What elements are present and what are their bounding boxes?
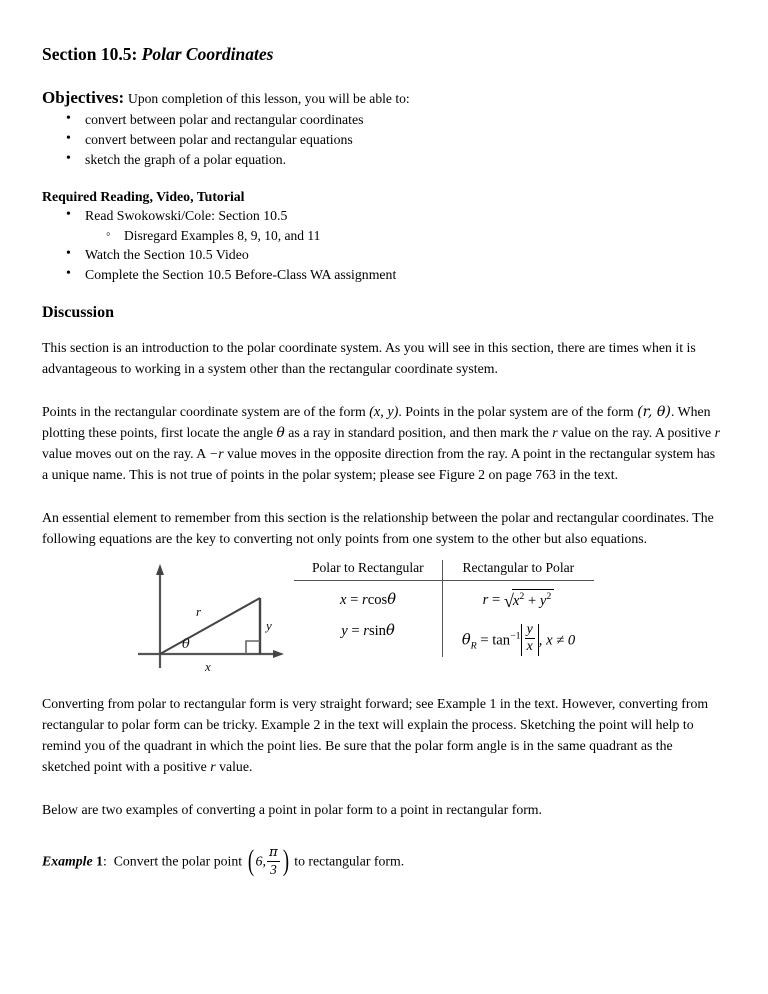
form-rectangular: (x, y) <box>369 403 399 420</box>
required-sublist <box>85 226 722 245</box>
r-symbol: r <box>552 425 558 441</box>
eq-var-r: r <box>362 592 368 609</box>
example-text-before: Convert the polar point <box>113 853 243 869</box>
table-header-row <box>294 560 594 581</box>
title-section-name: Polar Coordinates <box>141 44 274 64</box>
para2-part-a: Points in the rectangular coordinate system are of the form <box>42 403 366 419</box>
hypotenuse-r <box>160 598 260 654</box>
eq-sign: = <box>350 592 359 609</box>
para2-part-f: value moves out on the ray. A <box>42 446 206 462</box>
conversion-formula-table <box>294 560 594 657</box>
equation-r-equals-sqrt-x2-plus-y2 <box>443 589 594 612</box>
discussion-paragraph-3: An essential element to remember from this section is the relationship between the polar and rectangular coordinates. The following equations are the key to converting not only points from one system to the other but also equations. <box>42 510 714 547</box>
radicand-y: y <box>539 592 547 609</box>
fraction-denominator: x <box>526 639 533 655</box>
fraction-y-over-x <box>525 623 535 655</box>
eq-lhs: r <box>482 591 489 608</box>
eq-sign: = <box>480 632 489 649</box>
radicand-y-exponent: 2 <box>546 591 552 603</box>
para2-part-g: value moves in the opposite direction from the ray. A point in the rectangular system has a unique name. This is not true of points in the polar system; please see Figure 2 on page 763 in the text. <box>42 446 716 483</box>
right-angle-marker <box>246 641 260 654</box>
required-item-text: Complete the Section 10.5 Before-Class WA assignment <box>85 267 397 283</box>
eq-var-r: r <box>363 623 369 640</box>
list-item <box>66 245 722 265</box>
diagram-label-y: y <box>266 618 272 634</box>
eq-arg-theta: θ <box>385 622 395 640</box>
figure-and-table-row <box>42 556 722 684</box>
required-item-text: Read Swokowski/Cole: Section 10.5 <box>85 208 288 224</box>
eq-lhs: y <box>341 623 348 640</box>
radicand-plus: + <box>528 592 537 609</box>
para4-part-a: Converting from polar to rectangular form is very straight forward; see Example 1 in the text. However, converting from rectangular to polar form can be tricky. Example 2 in the text will explain the process. Sketching the point will help to remind you of the quadrant in which the point lies. Be sure that the polar form angle is in the same quadrant as the sketched point with a positive <box>42 696 709 774</box>
objectives-intro: Upon completion of this lesson, you will be able to: <box>128 91 410 106</box>
polar-point-expression <box>246 844 291 878</box>
fraction-pi-over-3 <box>267 846 280 877</box>
para2-part-d: as a ray in standard position, and then mark the <box>288 425 549 441</box>
required-item-text: Watch the Section 10.5 Video <box>85 247 249 263</box>
objectives-heading <box>42 87 722 108</box>
list-item <box>106 226 722 245</box>
example-text-after: to rectangular form. <box>294 853 405 869</box>
discussion-paragraph-4 <box>42 694 722 778</box>
eq-condition: , x ≠ 0 <box>538 632 576 649</box>
column-header-rectangular-to-polar: Rectangular to Polar <box>442 560 594 580</box>
discussion-paragraph-1: This section is an introduction to the polar coordinate system. As you will see in this section, there are times when it is advantageous to working in a system other than the rectangular coordinate system. <box>42 339 696 376</box>
diagram-label-r: r <box>196 604 202 620</box>
radicand-x: x <box>512 592 520 609</box>
list-item <box>66 206 722 245</box>
para2-part-b: . Points in the polar system are of the form <box>398 403 634 419</box>
eq-sign: = <box>492 591 501 608</box>
fraction-denominator: 3 <box>270 861 277 877</box>
polar-triangle-diagram <box>108 558 298 678</box>
right-paren-icon: ) <box>282 844 289 878</box>
objectives-label: Objectives: <box>42 88 125 107</box>
diagram-label-x: x <box>205 659 211 675</box>
discussion-paragraph-5: Below are two examples of converting a point in polar form to a point in rectangular form. <box>42 801 542 817</box>
vertical-axis-arrow <box>156 564 164 575</box>
cell-polar-to-rectangular <box>294 581 442 657</box>
fraction-numerator: y <box>525 623 535 640</box>
r-symbol: r <box>210 758 216 774</box>
list-item <box>66 110 722 130</box>
example-colon: : <box>102 853 107 869</box>
diagram-label-theta: θ <box>182 637 190 653</box>
list-item <box>66 150 722 170</box>
para2-part-c: . When plotting these points, first locate the angle <box>42 403 711 441</box>
eq-function-sin: sin <box>368 623 386 640</box>
fraction-numerator: π <box>269 844 278 860</box>
negative-r-symbol: −r <box>208 446 224 462</box>
para2-part-e: value on the ray. A positive <box>561 425 712 441</box>
eq-lhs: x <box>340 592 347 609</box>
point-r-value: 6, <box>255 854 267 870</box>
form-polar: (r, θ) <box>637 403 671 420</box>
radical-expression <box>504 589 554 612</box>
equation-theta-r-equals-arctan-abs-y-over-x <box>443 621 594 657</box>
example-1-line <box>42 844 722 878</box>
list-item <box>66 265 722 285</box>
required-subitem-text: Disregard Examples 8, 9, 10, and 11 <box>124 228 321 244</box>
objectives-list <box>42 110 722 169</box>
required-reading-heading: Required Reading, Video, Tutorial <box>42 188 245 204</box>
theta-symbol: θ <box>276 425 285 442</box>
eq-function-tan: tan <box>492 632 511 649</box>
eq-arg-theta: θ <box>387 591 396 609</box>
eq-function-exponent: −1 <box>510 630 521 642</box>
discussion-paragraph-2 <box>42 402 722 486</box>
cell-rectangular-to-polar <box>442 581 594 657</box>
objective-text: convert between polar and rectangular equations <box>85 132 353 148</box>
r-symbol: r <box>714 425 720 441</box>
radicand-x-exponent: 2 <box>519 591 525 603</box>
table-body-row <box>294 581 594 657</box>
eq-function-cos: cos <box>367 592 388 609</box>
para4-part-b: value. <box>219 758 253 774</box>
horizontal-axis-arrow <box>273 650 284 658</box>
example-number: 1 <box>96 853 103 869</box>
list-item <box>66 130 722 150</box>
column-header-polar-to-rectangular: Polar to Rectangular <box>311 560 424 576</box>
title-section-prefix: Section 10.5: <box>42 44 138 64</box>
eq-lhs-subscript: R <box>470 640 477 652</box>
equation-y-equals-r-sin-theta <box>294 622 442 640</box>
eq-lhs-theta: θ <box>461 631 471 649</box>
radical-sign-icon: √ <box>503 590 514 611</box>
required-reading-list <box>42 206 722 284</box>
objective-text: convert between polar and rectangular coordinates <box>85 112 364 128</box>
left-paren-icon: ( <box>247 844 254 878</box>
objective-text: sketch the graph of a polar equation. <box>85 151 287 167</box>
absolute-value-bars <box>521 621 539 656</box>
radicand <box>512 589 554 610</box>
equation-x-equals-r-cos-theta <box>294 591 442 609</box>
page-title <box>42 44 722 65</box>
eq-sign: = <box>351 623 360 640</box>
example-label: Example <box>42 853 93 869</box>
discussion-heading: Discussion <box>42 303 115 321</box>
